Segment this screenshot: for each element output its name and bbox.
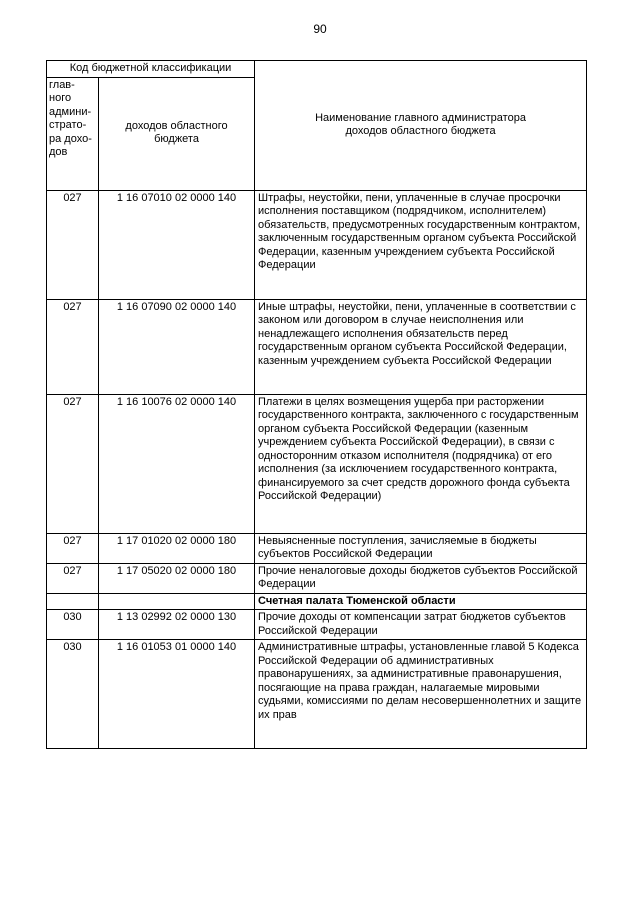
description-cell: Прочие неналоговые доходы бюджетов субъектов Российской Федерации xyxy=(255,563,587,593)
table-row xyxy=(47,533,587,563)
income-code-cell: 1 16 07090 02 0000 140 xyxy=(99,299,255,394)
header-income-code: доходов областного бюджета xyxy=(99,77,255,190)
page-number: 90 xyxy=(313,22,327,36)
income-code-cell: 1 16 10076 02 0000 140 xyxy=(99,394,255,533)
income-code-cell: 1 16 07010 02 0000 140 xyxy=(99,190,255,299)
header-main-administrator: глав- ного админи- страто- ра дохо- дов xyxy=(47,77,99,190)
admin-code-cell: 027 xyxy=(47,563,99,593)
header-administrator-name: Наименование главного администратора доходов областного бюджета xyxy=(255,61,587,191)
header-classification-code: Код бюджетной классификации xyxy=(47,61,255,78)
description-cell: Платежи в целях возмещения ущерба при расторжении государственного контракта, заключенного с государственным органом субъекта Российской Федерации (казенным учреждением субъекта Российской Федерации), в связи с односторонним отказом исполнителя (подрядчика) от его исполнения (за исключением государственного контракта, финансируемого за счет средств дорожного фонда субъекта Российской Федерации) xyxy=(255,394,587,533)
table-row xyxy=(47,299,587,394)
budget-classification-table xyxy=(46,60,587,749)
admin-code-cell: 027 xyxy=(47,299,99,394)
admin-code-cell: 030 xyxy=(47,610,99,640)
admin-code-cell: 027 xyxy=(47,190,99,299)
table-row xyxy=(47,394,587,533)
table-row xyxy=(47,610,587,640)
description-cell: Штрафы, неустойки, пени, уплаченные в случае просрочки исполнения поставщиком (подрядчиком, исполнителем) обязательств, предусмотренных государственным контрактом, заключенным государственным органом субъекта Российской Федерации, казенным учреждением субъекта Российской Федерации xyxy=(255,190,587,299)
table-row xyxy=(47,190,587,299)
table-row xyxy=(47,563,587,593)
empty-cell xyxy=(99,593,255,610)
description-cell: Иные штрафы, неустойки, пени, уплаченные в соответствии с законом или договором в случае неисполнения или ненадлежащего исполнения обязательств перед государственным органом субъекта Российской Федерации, казенным учреждением субъекта Российской Федерации xyxy=(255,299,587,394)
admin-code-cell: 030 xyxy=(47,640,99,749)
description-cell: Прочие доходы от компенсации затрат бюджетов субъектов Российской Федерации xyxy=(255,610,587,640)
income-code-cell: 1 17 01020 02 0000 180 xyxy=(99,533,255,563)
empty-cell xyxy=(47,593,99,610)
table-header-row xyxy=(47,61,587,78)
section-title: Счетная палата Тюменской области xyxy=(255,593,587,610)
description-cell: Невыясненные поступления, зачисляемые в бюджеты субъектов Российской Федерации xyxy=(255,533,587,563)
description-cell: Административные штрафы, установленные главой 5 Кодекса Российской Федерации об административных правонарушениях, за административные правонарушения, посягающие на права граждан, налагаемые мировыми судьями, комиссиями по делам несовершеннолетних и защите их прав xyxy=(255,640,587,749)
income-code-cell: 1 17 05020 02 0000 180 xyxy=(99,563,255,593)
income-code-cell: 1 16 01053 01 0000 140 xyxy=(99,640,255,749)
admin-code-cell: 027 xyxy=(47,394,99,533)
income-code-cell: 1 13 02992 02 0000 130 xyxy=(99,610,255,640)
table-row xyxy=(47,640,587,749)
admin-code-cell: 027 xyxy=(47,533,99,563)
section-row xyxy=(47,593,587,610)
